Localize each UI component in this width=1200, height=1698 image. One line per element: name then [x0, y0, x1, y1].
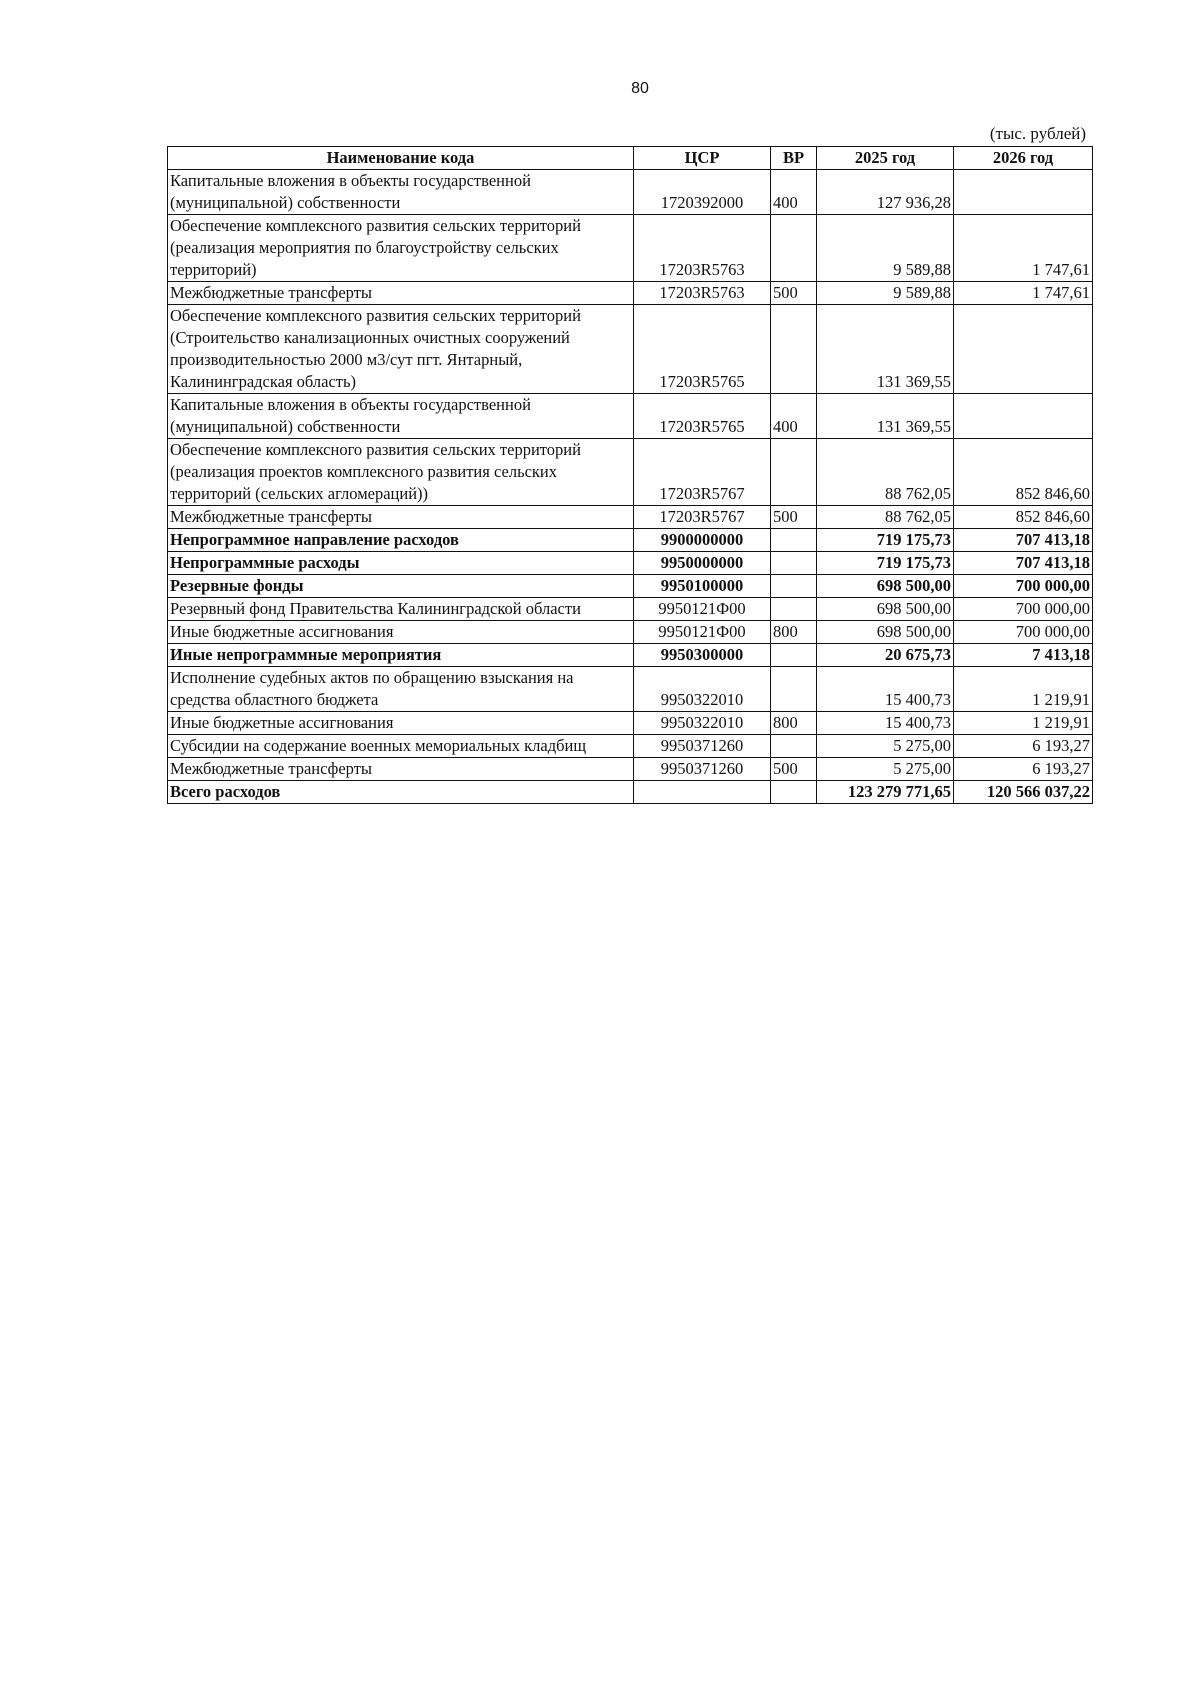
budget-table: [167, 146, 1093, 804]
table-row: [168, 529, 1093, 552]
table-row: [168, 575, 1093, 598]
cell-vr: [771, 439, 817, 506]
cell-2025: 698 500,00: [817, 598, 954, 621]
cell-2026: 707 413,18: [954, 529, 1093, 552]
cell-2026: 120 566 037,22: [954, 781, 1093, 804]
cell-2026: 852 846,60: [954, 506, 1093, 529]
cell-name: Межбюджетные трансферты: [168, 506, 634, 529]
cell-2025: 127 936,28: [817, 170, 954, 215]
header-csr: ЦСР: [634, 147, 771, 170]
cell-csr: 17203R5767: [634, 439, 771, 506]
header-2025: 2025 год: [817, 147, 954, 170]
cell-csr: 9950121Ф00: [634, 621, 771, 644]
cell-vr: [771, 215, 817, 282]
cell-2025: 5 275,00: [817, 758, 954, 781]
cell-vr: [771, 735, 817, 758]
cell-2026: 707 413,18: [954, 552, 1093, 575]
cell-2026: 700 000,00: [954, 621, 1093, 644]
table-row: [168, 552, 1093, 575]
cell-csr: 9950371260: [634, 758, 771, 781]
table-row: [168, 394, 1093, 439]
cell-name: Субсидии на содержание военных мемориальных кладбищ: [168, 735, 634, 758]
cell-2026: [954, 170, 1093, 215]
cell-csr: 9900000000: [634, 529, 771, 552]
table-row: [168, 667, 1093, 712]
table-row: [168, 215, 1093, 282]
cell-name: Исполнение судебных актов по обращению взыскания на средства областного бюджета: [168, 667, 634, 712]
cell-2025: 88 762,05: [817, 506, 954, 529]
cell-name: Капитальные вложения в объекты государственной (муниципальной) собственности: [168, 394, 634, 439]
cell-2025: 5 275,00: [817, 735, 954, 758]
table-header-row: [168, 147, 1093, 170]
cell-vr: [771, 667, 817, 712]
cell-vr: 800: [771, 621, 817, 644]
table-row: [168, 282, 1093, 305]
cell-csr: 17203R5765: [634, 394, 771, 439]
cell-vr: [771, 575, 817, 598]
cell-vr: 400: [771, 394, 817, 439]
cell-csr: 9950121Ф00: [634, 598, 771, 621]
cell-2025: 9 589,88: [817, 282, 954, 305]
table-row: [168, 735, 1093, 758]
cell-name: Межбюджетные трансферты: [168, 282, 634, 305]
cell-2026: 6 193,27: [954, 758, 1093, 781]
header-name: Наименование кода: [168, 147, 634, 170]
cell-2025: 15 400,73: [817, 667, 954, 712]
cell-name: Резервные фонды: [168, 575, 634, 598]
cell-2026: 700 000,00: [954, 575, 1093, 598]
cell-csr: [634, 781, 771, 804]
cell-csr: 17203R5767: [634, 506, 771, 529]
cell-2026: 1 219,91: [954, 712, 1093, 735]
cell-2025: 719 175,73: [817, 529, 954, 552]
cell-2026: 1 747,61: [954, 215, 1093, 282]
cell-name: Обеспечение комплексного развития сельских территорий (реализация мероприятия по благоустройству сельских территорий): [168, 215, 634, 282]
cell-vr: [771, 529, 817, 552]
cell-2025: 123 279 771,65: [817, 781, 954, 804]
cell-name: Обеспечение комплексного развития сельских территорий (реализация проектов комплексного развития сельских территорий (сельских агломераций)): [168, 439, 634, 506]
cell-csr: 9950322010: [634, 667, 771, 712]
cell-vr: [771, 598, 817, 621]
cell-csr: 9950322010: [634, 712, 771, 735]
cell-csr: 9950300000: [634, 644, 771, 667]
cell-2026: 700 000,00: [954, 598, 1093, 621]
cell-2025: 131 369,55: [817, 394, 954, 439]
units-note: (тыс. рублей): [989, 124, 1086, 143]
header-2026: 2026 год: [954, 147, 1093, 170]
cell-vr: [771, 305, 817, 394]
cell-csr: 9950371260: [634, 735, 771, 758]
table-body: [168, 170, 1093, 804]
table-row: [168, 170, 1093, 215]
cell-2026: [954, 305, 1093, 394]
cell-name: Капитальные вложения в объекты государственной (муниципальной) собственности: [168, 170, 634, 215]
header-vr: ВР: [771, 147, 817, 170]
cell-vr: 500: [771, 506, 817, 529]
table-row: [168, 781, 1093, 804]
cell-2026: [954, 394, 1093, 439]
cell-2025: 20 675,73: [817, 644, 954, 667]
cell-2025: 719 175,73: [817, 552, 954, 575]
cell-vr: 500: [771, 758, 817, 781]
table-row: [168, 758, 1093, 781]
cell-vr: 500: [771, 282, 817, 305]
cell-csr: 9950000000: [634, 552, 771, 575]
table-row: [168, 598, 1093, 621]
cell-vr: 400: [771, 170, 817, 215]
cell-name: Непрограммные расходы: [168, 552, 634, 575]
cell-2026: 6 193,27: [954, 735, 1093, 758]
cell-2026: 1 747,61: [954, 282, 1093, 305]
cell-name: Резервный фонд Правительства Калининградской области: [168, 598, 634, 621]
table-row: [168, 621, 1093, 644]
cell-2026: 1 219,91: [954, 667, 1093, 712]
table-row: [168, 439, 1093, 506]
cell-vr: [771, 644, 817, 667]
cell-2025: 698 500,00: [817, 575, 954, 598]
cell-csr: 1720392000: [634, 170, 771, 215]
table-row: [168, 506, 1093, 529]
cell-2025: 15 400,73: [817, 712, 954, 735]
table-row: [168, 305, 1093, 394]
cell-vr: [771, 781, 817, 804]
cell-vr: [771, 552, 817, 575]
cell-2025: 131 369,55: [817, 305, 954, 394]
cell-2026: 7 413,18: [954, 644, 1093, 667]
cell-csr: 17203R5763: [634, 215, 771, 282]
cell-csr: 17203R5763: [634, 282, 771, 305]
cell-name: Всего расходов: [168, 781, 634, 804]
cell-name: Иные непрограммные мероприятия: [168, 644, 634, 667]
cell-2025: 9 589,88: [817, 215, 954, 282]
cell-vr: 800: [771, 712, 817, 735]
cell-name: Непрограммное направление расходов: [168, 529, 634, 552]
table-row: [168, 712, 1093, 735]
cell-name: Иные бюджетные ассигнования: [168, 621, 634, 644]
cell-name: Обеспечение комплексного развития сельских территорий (Строительство канализационных очистных сооружений производительностью 2000 м3/сут пгт. Янтарный, Калининградская область): [168, 305, 634, 394]
cell-name: Иные бюджетные ассигнования: [168, 712, 634, 735]
cell-2025: 88 762,05: [817, 439, 954, 506]
cell-csr: 17203R5765: [634, 305, 771, 394]
cell-csr: 9950100000: [634, 575, 771, 598]
cell-2026: 852 846,60: [954, 439, 1093, 506]
page-number: 80: [631, 80, 649, 97]
cell-name: Межбюджетные трансферты: [168, 758, 634, 781]
cell-2025: 698 500,00: [817, 621, 954, 644]
table-row: [168, 644, 1093, 667]
